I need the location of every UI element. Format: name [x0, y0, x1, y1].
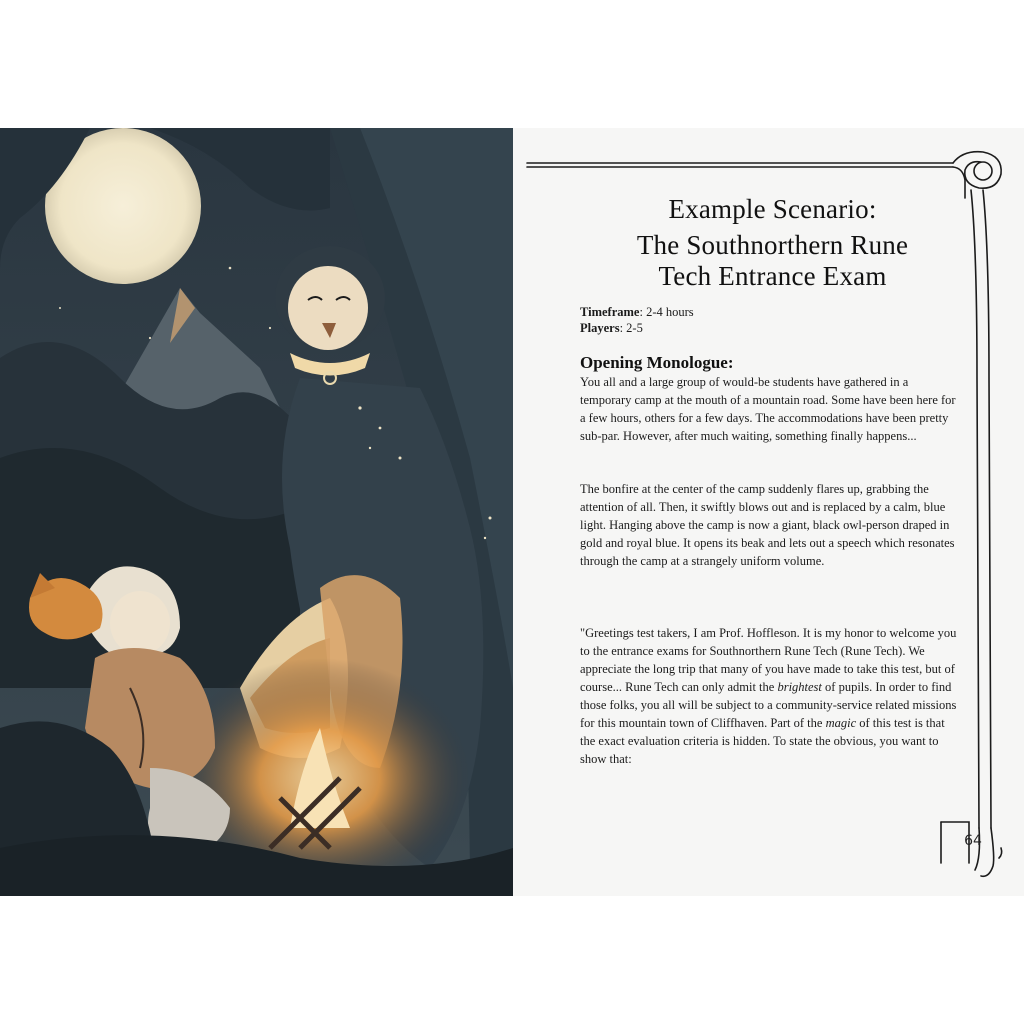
paragraph-2: The bonfire at the center of the camp suddenly flares up, grabbing the attention of all. Then, it swiftly blows out and is replaced by a calm, blue light. Hanging above the camp is now a giant, black owl-person draped in gold and royal blue. It opens its beak and lets out a speech which resonates through the camp at a strangely uniform volume.: [580, 482, 955, 568]
text-page: [513, 128, 1024, 896]
page-title-line-3: Tech Entrance Exam: [658, 261, 887, 291]
timeframe-line: [580, 304, 694, 320]
emphasis-brightest: brightest: [777, 680, 822, 694]
page-title-line-2: The Southnorthern Rune: [636, 230, 909, 260]
timeframe-label: Timeframe: [580, 305, 640, 319]
paragraph-1: You all and a large group of would-be students have gathered in a temporary camp at the mouth of a mountain road. Some have been here for a few hours, others for a few days. The accommodations have been pretty sub-par. However, after much waiting, something finally happens...: [580, 375, 956, 443]
section-heading: Opening Monologue:: [580, 353, 734, 372]
paragraph-3-part-b: of pupils. In order to find those folks, you all will be subject to a community-service related missions for this mountain town of Cliffhaven. Part of the: [580, 680, 957, 730]
players-value: : 2-5: [619, 321, 643, 335]
emphasis-magic: magic: [825, 716, 857, 730]
paragraph-3-part-c: of this test is that the exact evaluation criteria is hidden. To state the obvious, you want to show that:: [580, 716, 945, 766]
players-label: Players: [580, 321, 620, 335]
page-number: 64: [964, 833, 982, 849]
timeframe-value: : 2-4 hours: [639, 305, 694, 319]
illustration-owl-campfire: [0, 128, 513, 896]
paragraph-3-part-a: "Greetings test takers, I am Prof. Hoffleson. It is my honor to welcome you to the entrance exams for Southnorthern Rune Tech (Rune Tech). We appreciate the long trip that many of you have made to take this test, but of course... Rune Tech can only admit the: [580, 626, 957, 694]
players-line: [580, 320, 643, 336]
paragraph-3: [580, 624, 962, 768]
page-title-line-1: Example Scenario:: [668, 194, 877, 224]
book-spread: [0, 128, 1024, 896]
